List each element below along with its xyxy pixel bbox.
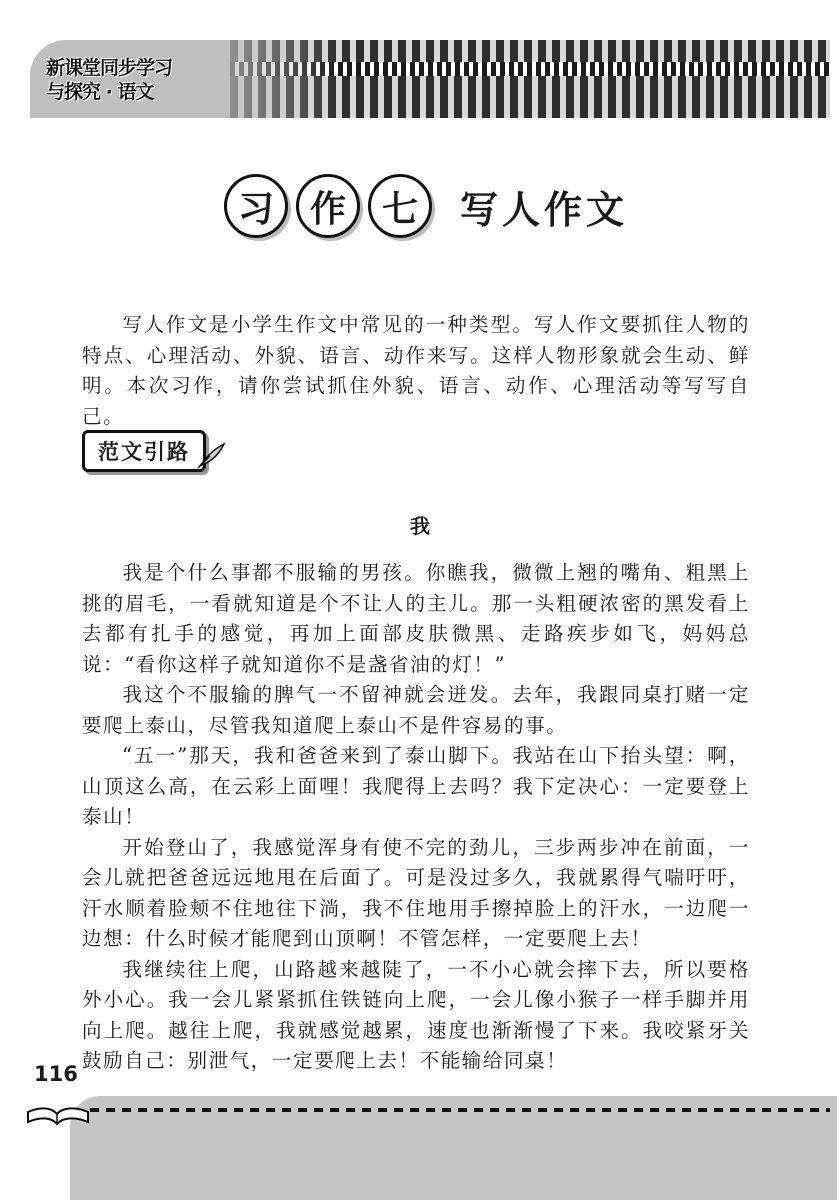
series-title xyxy=(46,56,246,104)
chapter-subtitle: 写人作文 xyxy=(460,187,629,232)
open-book-icon xyxy=(22,1082,92,1128)
feather-icon xyxy=(196,440,226,470)
essay-paragraph: 我继续往上爬，山路越来越陡了，一不小心就会摔下去，所以要格外小心。我一会儿紧紧抓住铁链向上爬，一会儿像小猴子一样手脚并用向上爬。越往上爬，我就感觉越累，速度也渐渐慢了下来。我咬紧牙关鼓励自己：别泄气，一定要爬上去！不能输给同桌！ xyxy=(82,957,750,1072)
series-title-line1: 新课堂同步学习 xyxy=(46,57,173,79)
essay-title: 我 xyxy=(410,514,430,538)
page-number: 116 xyxy=(34,1062,78,1086)
essay-body xyxy=(82,558,750,1077)
footer-divider xyxy=(90,1108,830,1112)
series-title-line2: 与探究 · 语文 xyxy=(46,81,154,103)
intro-text: 写人作文是小学生作文中常见的一种类型。写人作文要抓住人物的特点、心理活动、外貌、语言、动作来写。这样人物形象就会生动、鲜明。本次习作，请你尝试抓住外貌、语言、动作、心理活动等写写自己。 xyxy=(82,313,750,428)
essay-paragraph: 我这个不服输的脾气一不留神就会迸发。去年，我跟同桌打赌一定要爬上泰山，尽管我知道爬上泰山不是件容易的事。 xyxy=(82,683,750,737)
intro-paragraph xyxy=(82,310,750,432)
chapter-char-circle: 七 xyxy=(368,174,432,238)
chapter-title xyxy=(224,172,628,240)
chapter-char-circle: 作 xyxy=(296,174,360,238)
section-label: 范文引路 xyxy=(82,430,206,472)
essay-paragraph: 开始登山了，我感觉浑身有使不完的劲儿，三步两步冲在前面，一会儿就把爸爸远远地甩在后面了。可是没过多久，我就累得气喘吁吁，汗水顺着脸颊不住地往下淌，我不住地用手擦掉脸上的汗水，一边爬一边想：什么时候才能爬到山顶啊！不管怎样，一定要爬上去！ xyxy=(82,835,750,950)
essay-paragraph: “五一”那天，我和爸爸来到了泰山脚下。我站在山下抬头望：啊，山顶这么高，在云彩上面哩！我爬得上去吗？我下定决心：一定要登上泰山！ xyxy=(82,744,750,828)
chapter-char-circle: 习 xyxy=(224,174,288,238)
essay-paragraph: 我是个什么事都不服输的男孩。你瞧我，微微上翘的嘴角、粗黑上挑的眉毛，一看就知道是个不让人的主儿。那一头粗硬浓密的黑发看上去都有扎手的感觉，再加上面部皮肤微黑、走路疾步如飞，妈妈总说：“看你这样子就知道你不是盏省油的灯！” xyxy=(82,561,750,676)
